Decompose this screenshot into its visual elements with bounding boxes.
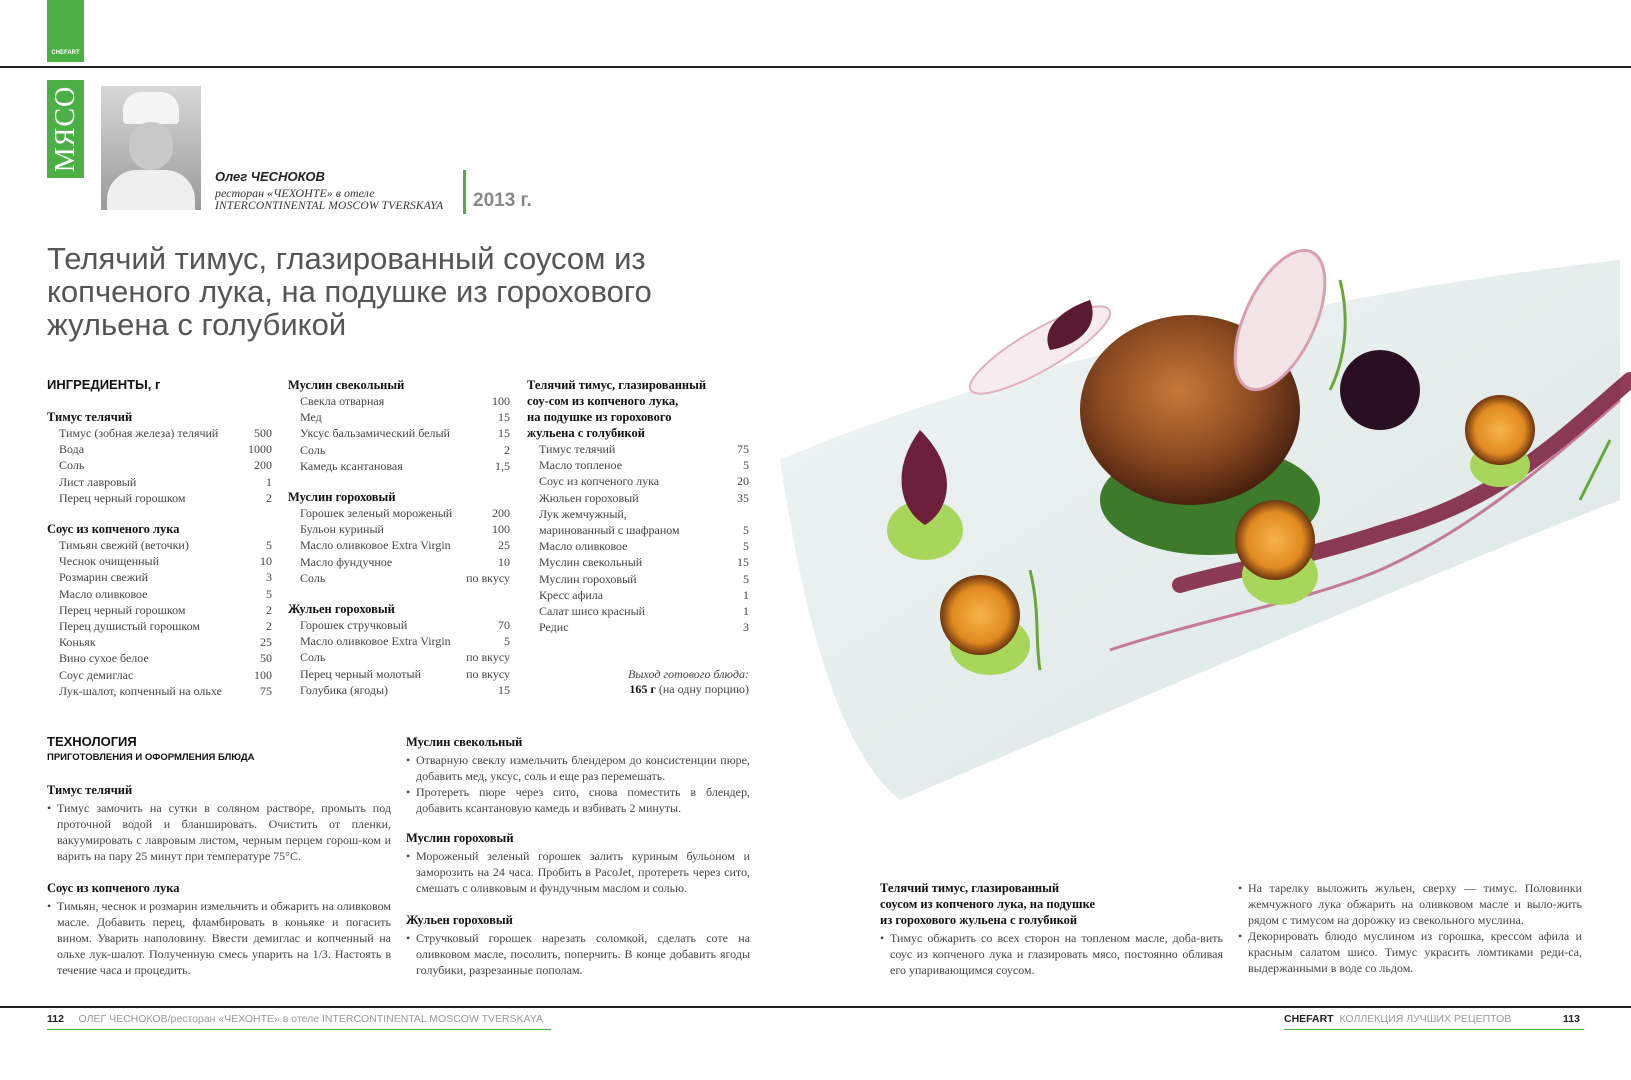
chef-photo — [101, 86, 201, 210]
dish-photo — [740, 240, 1631, 800]
page-number-right-wrap — [1563, 1013, 1580, 1025]
ingredient-row: Масло оливковое 5 — [59, 586, 272, 601]
ingredient-group-title: на подушке из горохового — [527, 410, 672, 424]
ingredient-group-title: соу-сом из копченого лука, — [527, 394, 679, 408]
tech-block-julienne — [406, 912, 750, 978]
ingredient-row: Соль по вкусу — [300, 650, 510, 665]
tech-block-title: Муслин свекольный — [406, 735, 523, 749]
yield-value: 165 г — [629, 682, 656, 697]
page-number-left: 112 — [47, 1013, 64, 1025]
footer-right — [1284, 1013, 1511, 1025]
tech-block-assembly — [880, 880, 1223, 978]
tech-bullet: • Отварную свеклу измельчить блендером до консистенции пюре, добавить мед, уксус, соль и еще раз перемешать. — [406, 752, 750, 784]
ingredients-col2 — [288, 377, 510, 698]
ingredient-group-title: Тимус телячий — [47, 410, 133, 424]
ingredient-group-title: Соус из копченого лука — [47, 522, 180, 537]
technology-heading: ТЕХНОЛОГИЯ — [47, 734, 137, 749]
tech-bullet: • Стручковый горошек нарезать соломкой, сделать соте на оливковом масле, посолить, поперчить. В конце добавить ягоды голубики, разрезанные пополам. — [406, 930, 750, 978]
tech-block-title: Тимус телячий — [47, 783, 133, 797]
technology-subheading: ПРИГОТОВЛЕНИЯ И ОФОРМЛЕНИЯ БЛЮДА — [47, 752, 255, 763]
yield-note: (на одну порцию) — [658, 682, 749, 697]
ingredient-row: Перец черный горошком 2 — [59, 602, 272, 617]
blueberry — [1340, 350, 1420, 430]
chef-jacket-shape — [107, 170, 195, 210]
ingredient-row: Масло оливковое Extra Virgin 25 — [300, 538, 510, 553]
ingredients-heading: ИНГРЕДИЕНТЫ, г — [47, 377, 161, 392]
ingredient-group-title: жульена с голубикой — [527, 426, 645, 440]
page-number-right: 113 — [1563, 1013, 1580, 1025]
tech-bullet: • Протереть пюре через сито, снова поместить в блендер, добавить ксантановую камедь и взбивать 2 минуты. — [406, 784, 750, 816]
ingredient-row: маринованный с шафраном 5 — [539, 523, 749, 538]
ingredient-row: Тимьян свежий (веточки) 5 — [59, 538, 272, 553]
footer-left — [47, 1013, 543, 1025]
ingredient-row: Уксус бальзамический белый 15 — [300, 426, 510, 441]
ingredient-group-title: Телячий тимус, глазированный — [527, 378, 707, 392]
section-label-bar — [47, 80, 84, 178]
chef-year: 2013 г. — [473, 190, 532, 211]
footer-logo: CHEFART — [1284, 1013, 1334, 1025]
header-logo: CHEFART — [51, 50, 80, 56]
tech-block-title-line: из горохового жульена с голубикой — [880, 913, 1078, 927]
tech-bullet: • Тимус замочить на сутки в соляном растворе, промыть под проточной водой и бланшировать. Очистить от пленки, вакуумировать с лавровым листом, черным перцем горош-ком и варить на пару 25 минут при температуре 75°С. — [47, 800, 391, 864]
footer-left-underline — [47, 1029, 551, 1030]
ingredients-col1 — [47, 409, 272, 699]
ingredient-group-title: Муслин гороховый — [288, 490, 396, 505]
tech-block-title: Соус из копченого лука — [47, 881, 180, 895]
tech-bullet: • Мороженый зеленый горошек залить куриным бульоном и заморозить на 24 часа. Пробить в PacoJet, протереть через сито, смешать с оливковым и фундучным маслом и солью. — [406, 848, 750, 896]
tech-block-thymus — [47, 782, 391, 864]
ingredient-row: Перец душистый горошком 2 — [59, 619, 272, 634]
tech-block-title: Муслин гороховый — [406, 831, 514, 845]
ingredients-col3 — [527, 377, 749, 697]
tech-bullet: • Декорировать блюдо муслином из горошка, крессом афила и красным салатом шисо. Тимус украсить ломтиками реди-са, выдержанными в воде со льдом. — [1238, 928, 1582, 976]
ingredient-row: Масло оливковое 5 — [539, 539, 749, 554]
ingredient-row: Тимус телячий 75 — [539, 442, 749, 456]
yield-label: Выход готового блюда: — [628, 667, 749, 682]
ingredient-row: Муслин гороховый 5 — [539, 571, 749, 586]
ingredient-row: Перец черный горошком 2 — [59, 490, 272, 505]
ingredient-row: Салат шисо красный 1 — [539, 604, 749, 619]
ingredient-row: Лук жемчужный, — [539, 506, 627, 521]
ingredient-row: Горошек зеленый мороженый 200 — [300, 506, 510, 521]
ingredient-row: Соль по вкусу — [300, 570, 510, 585]
ingredient-row: Розмарин свежий 3 — [59, 570, 272, 585]
pearl-onion — [1465, 395, 1535, 465]
top-rule — [0, 66, 1631, 68]
tech-block-beet-muslin — [406, 734, 750, 816]
ingredient-row: Жюльен гороховый 35 — [539, 490, 749, 505]
tech-bullet: • Тимус обжарить со всех сторон на топленом масле, доба-вить соус из копченого лука и глазировать мясо, постоянно обливая его упаривающимся соусом. — [880, 930, 1223, 978]
pearl-onion — [1235, 500, 1315, 580]
footer-left-text: ОЛЕГ ЧЕСНОКОВ/ресторан «ЧЕХОНТЕ» в отеле INTERCONTINENTAL MOSCOW TVERSKAYA — [78, 1013, 544, 1025]
ingredient-row: Вода 1000 — [59, 442, 272, 457]
tech-block-title-line: Телячий тимус, глазированный — [880, 881, 1060, 895]
ingredient-row: Чеснок очищенный 10 — [59, 554, 272, 569]
ingredient-row: Голубика (ягоды) 15 — [300, 682, 510, 697]
ingredient-row: Горошек стручковый 70 — [300, 618, 510, 633]
ingredient-row: Камедь ксантановая 1,5 — [300, 458, 510, 473]
tech-block-title: Жульен гороховый — [406, 913, 513, 927]
ingredient-row: Масло фундучное 10 — [300, 554, 510, 569]
ingredient-row: Соус демиглас 100 — [59, 667, 272, 682]
chef-hotel: INTERCONTINENTAL MOSCOW TVERSKAYA — [215, 200, 444, 212]
ingredient-group-title: Муслин свекольный — [288, 378, 405, 392]
ingredient-row: Муслин свекольный 15 — [539, 555, 749, 570]
tech-block-title-line: соусом из копченого лука, на подушке — [880, 897, 1096, 911]
ingredient-row: Кресс афила 1 — [539, 587, 749, 602]
ingredient-row: Мед 15 — [300, 410, 510, 425]
footer-right-text: КОЛЛЕКЦИЯ ЛУЧШИХ РЕЦЕПТОВ — [1339, 1013, 1512, 1025]
ingredient-row: Тимус (зобная железа) телячий 500 — [59, 426, 272, 440]
recipe-title: Телячий тимус, глазированный соусом из копченого лука, на подушке из горохового жульена с голубикой — [47, 241, 652, 342]
ingredient-row: Лист лавровый 1 — [59, 474, 272, 489]
ingredient-row: Соус из копченого лука 20 — [539, 474, 749, 489]
chef-face-shape — [129, 122, 173, 170]
ingredient-row: Вино сухое белое 50 — [59, 651, 272, 666]
ingredient-row: Коньяк 25 — [59, 635, 272, 650]
chef-divider — [463, 170, 466, 214]
ingredient-row: Перец черный молотый по вкусу — [300, 666, 510, 681]
chef-restaurant: ресторан «ЧЕХОНТЕ» в отеле — [215, 186, 375, 200]
ingredient-row: Масло оливковое Extra Virgin 5 — [300, 634, 510, 649]
tech-block-pea-muslin — [406, 830, 750, 896]
ingredient-row: Редис 3 — [539, 620, 749, 635]
section-label: МЯСО — [49, 85, 81, 173]
tech-bullet: • На тарелку выложить жульен, сверху — тимус. Половинки жемчужного лука обжарить на оливковом масле и выло-жить рядом с тимусом на дорожку из свекольного муслина. — [1238, 880, 1582, 928]
chef-name: Олег ЧЕСНОКОВ — [215, 169, 325, 184]
tech-block-sauce — [47, 880, 391, 978]
ingredient-row: Лук-шалот, копченный на ольхе 75 — [59, 683, 272, 698]
yield-value-line — [527, 682, 749, 697]
footer-right-underline — [1284, 1029, 1584, 1030]
bottom-rule — [0, 1006, 1631, 1008]
ingredient-row: Соль 2 — [300, 442, 510, 457]
ingredient-row: Бульон куриный 100 — [300, 522, 510, 537]
ingredient-row: Соль 200 — [59, 458, 272, 473]
tech-block-plating — [1238, 880, 1582, 976]
ingredient-group-title: Жульен гороховый — [288, 602, 395, 617]
pearl-onion — [940, 575, 1020, 655]
chef-hat-shape — [123, 92, 179, 124]
ingredient-row: Свекла отварная 100 — [300, 394, 510, 408]
ingredient-row: Масло топленое 5 — [539, 458, 749, 473]
tech-bullet: • Тимьян, чеснок и розмарин измельчить и обжарить на оливковом масле. Добавить перец, фламбировать в коньяке и погасить вином. Уварить наполовину. Ввести демиглас и копченный на ольхе лук-шалот. Полученную смесь упарить на 1/3. Настоять в течение часа и процедить. — [47, 898, 391, 978]
